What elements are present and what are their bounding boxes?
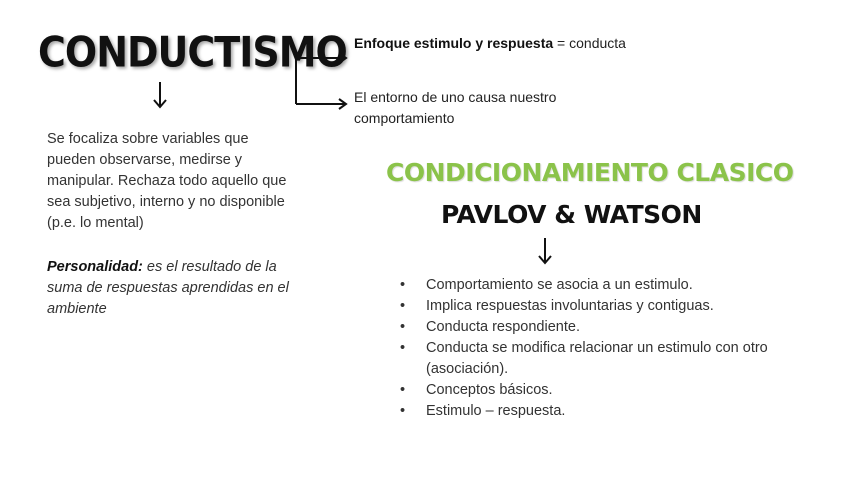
personality-text: es el resultado de la suma de respuestas aprendidas en el ambiente: [47, 259, 289, 317]
stimulus-response-text: [354, 33, 654, 54]
list-item: • Comportamiento se asocia a un estimulo.: [398, 275, 818, 296]
list-item: • Implica respuestas involuntarias y contiguas.: [398, 296, 818, 317]
conditioning-title: CONDICIONAMIENTO CLASICO: [386, 158, 794, 187]
stimulus-response-bold: Enfoque estimulo y respuesta: [354, 35, 554, 51]
page-title: CONDUCTISMO: [38, 28, 347, 77]
arrow-down-icon: [150, 80, 170, 112]
environment-text: El entorno de uno causa nuestro comportamiento: [354, 89, 557, 126]
authors-heading: PAVLOV & WATSON: [441, 200, 702, 229]
branch-arrow-icon: [292, 48, 354, 110]
list-item: • Estimulo – respuesta.: [398, 401, 818, 422]
personality-label: Personalidad:: [47, 259, 143, 275]
list-item: • Conducta se modifica relacionar un estimulo con otro (asociación).: [398, 338, 818, 380]
list-item: • Conducta respondiente.: [398, 317, 818, 338]
focus-description: Se focaliza sobre variables que pueden observarse, medirse y manipular. Rechaza todo aquello que sea subjetivo, interno y no disponible (p.e. lo mental): [47, 131, 287, 231]
characteristics-list: [398, 275, 818, 422]
personality-definition: [47, 257, 297, 320]
list-item: • Conceptos básicos.: [398, 380, 818, 401]
stimulus-response-rest: = conducta: [553, 35, 626, 51]
arrow-down-icon: [535, 236, 555, 268]
